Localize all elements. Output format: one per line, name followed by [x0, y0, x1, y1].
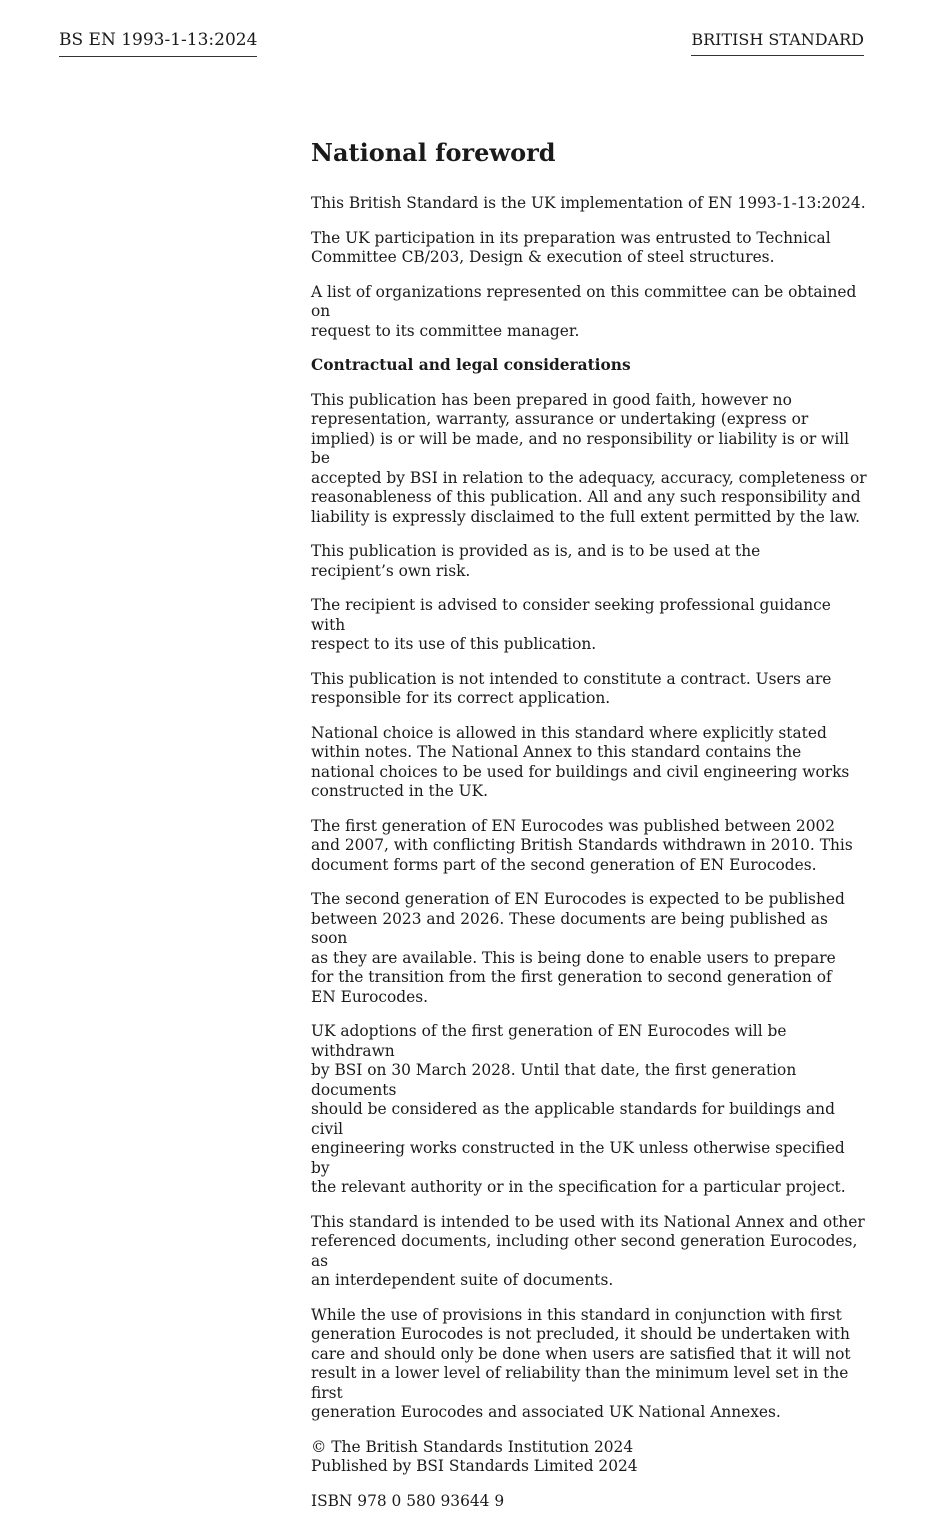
withdrawal-paragraph: [311, 1022, 867, 1198]
text-line: as they are available. This is being done to enable users to prepare: [311, 948, 836, 967]
text-line: national choices to be used for buildings and civil engineering works: [311, 762, 850, 781]
text-line: The first generation of EN Eurocodes was published between 2002: [311, 816, 836, 835]
text-line: This publication has been prepared in good faith, however no: [311, 390, 792, 409]
copyright-line: © The British Standards Institution 2024: [311, 1437, 634, 1456]
isbn: ISBN 978 0 580 93644 9: [311, 1491, 505, 1510]
text-line: an interdependent suite of documents.: [311, 1271, 614, 1289]
text-line: within notes. The National Annex to this standard contains the: [311, 743, 802, 761]
text-line: accepted by BSI in relation to the adequacy, accuracy, completeness or: [311, 468, 867, 487]
text-line: A list of organizations represented on this committee can be obtained on: [311, 282, 857, 320]
text-line: Committee CB/203, Design & execution of steel structures.: [311, 248, 775, 266]
national-annex-paragraph: [311, 1213, 867, 1291]
text-line: result in a lower level of reliability than the minimum level set in the first: [311, 1364, 849, 1402]
text-line: between 2023 and 2026. These documents are being published as soon: [311, 909, 828, 947]
text-line: recipient’s own risk.: [311, 561, 471, 580]
organizations-paragraph: [311, 283, 867, 342]
text-line: National choice is allowed in this standard where explicitly stated: [311, 723, 827, 742]
text-line: the relevant authority or in the specification for a particular project.: [311, 1178, 846, 1196]
text-line: care and should only be done when users are satisfied that it will not: [311, 1344, 851, 1363]
copyright-paragraph: [311, 1438, 867, 1477]
first-generation-paragraph: [311, 817, 867, 876]
participation-paragraph: [311, 229, 867, 268]
text-line: constructed in the UK.: [311, 782, 488, 800]
text-line: for the transition from the first generation to second generation of: [311, 968, 832, 986]
text-line: This publication is provided as is, and is to be used at the: [311, 542, 761, 560]
contract-paragraph: [311, 670, 867, 709]
text-line: representation, warranty, assurance or undertaking (express or: [311, 410, 809, 428]
text-line: by BSI on 30 March 2028. Until that date, the first generation documents: [311, 1061, 797, 1099]
national-choice-paragraph: [311, 724, 867, 802]
text-line: liability is expressly disclaimed to the full extent permitted by the law.: [311, 507, 861, 526]
document-id: BS EN 1993-1-13:2024: [59, 30, 257, 57]
legal-heading: Contractual and legal considerations: [311, 356, 631, 374]
text-line: reasonableness of this publication. All and any such responsibility and: [311, 488, 861, 506]
text-line: The second generation of EN Eurocodes is expected to be published: [311, 890, 845, 908]
page-title: National foreword: [311, 138, 556, 167]
second-generation-paragraph: [311, 890, 867, 1007]
text-line: request to its committee manager.: [311, 321, 580, 340]
text-line: should be considered as the applicable standards for buildings and civil: [311, 1100, 835, 1138]
text-line: referenced documents, including other second generation Eurocodes, as: [311, 1232, 858, 1270]
text-line: While the use of provisions in this standard in conjunction with first: [311, 1305, 842, 1324]
text-line: The recipient is advised to consider seeking professional guidance with: [311, 596, 831, 634]
text-line: generation Eurocodes is not precluded, it should be undertaken with: [311, 1325, 850, 1343]
guidance-paragraph: [311, 596, 867, 655]
text-line: engineering works constructed in the UK unless otherwise specified by: [311, 1139, 845, 1177]
text-line: generation Eurocodes and associated UK National Annexes.: [311, 1403, 781, 1421]
text-line: UK adoptions of the first generation of EN Eurocodes will be withdrawn: [311, 1022, 787, 1060]
intro-paragraph: This British Standard is the UK implementation of EN 1993-1-13:2024.: [311, 194, 866, 212]
text-line: implied) is or will be made, and no responsibility or liability is or will be: [311, 429, 850, 467]
good-faith-paragraph: [311, 391, 867, 528]
text-line: and 2007, with conflicting British Standards withdrawn in 2010. This: [311, 836, 853, 854]
text-line: document forms part of the second generation of EN Eurocodes.: [311, 855, 817, 874]
text-line: responsible for its correct application.: [311, 689, 611, 707]
series-label: BRITISH STANDARD: [691, 30, 864, 56]
text-line: respect to its use of this publication.: [311, 635, 597, 653]
foreword-content: [311, 138, 867, 1526]
conjunction-paragraph: [311, 1306, 867, 1423]
publisher-line: Published by BSI Standards Limited 2024: [311, 1457, 638, 1475]
text-line: EN Eurocodes.: [311, 987, 429, 1006]
text-line: This standard is intended to be used with its National Annex and other: [311, 1212, 865, 1231]
text-line: The UK participation in its preparation was entrusted to Technical: [311, 228, 831, 247]
as-is-paragraph: [311, 542, 867, 581]
text-line: This publication is not intended to constitute a contract. Users are: [311, 669, 832, 688]
